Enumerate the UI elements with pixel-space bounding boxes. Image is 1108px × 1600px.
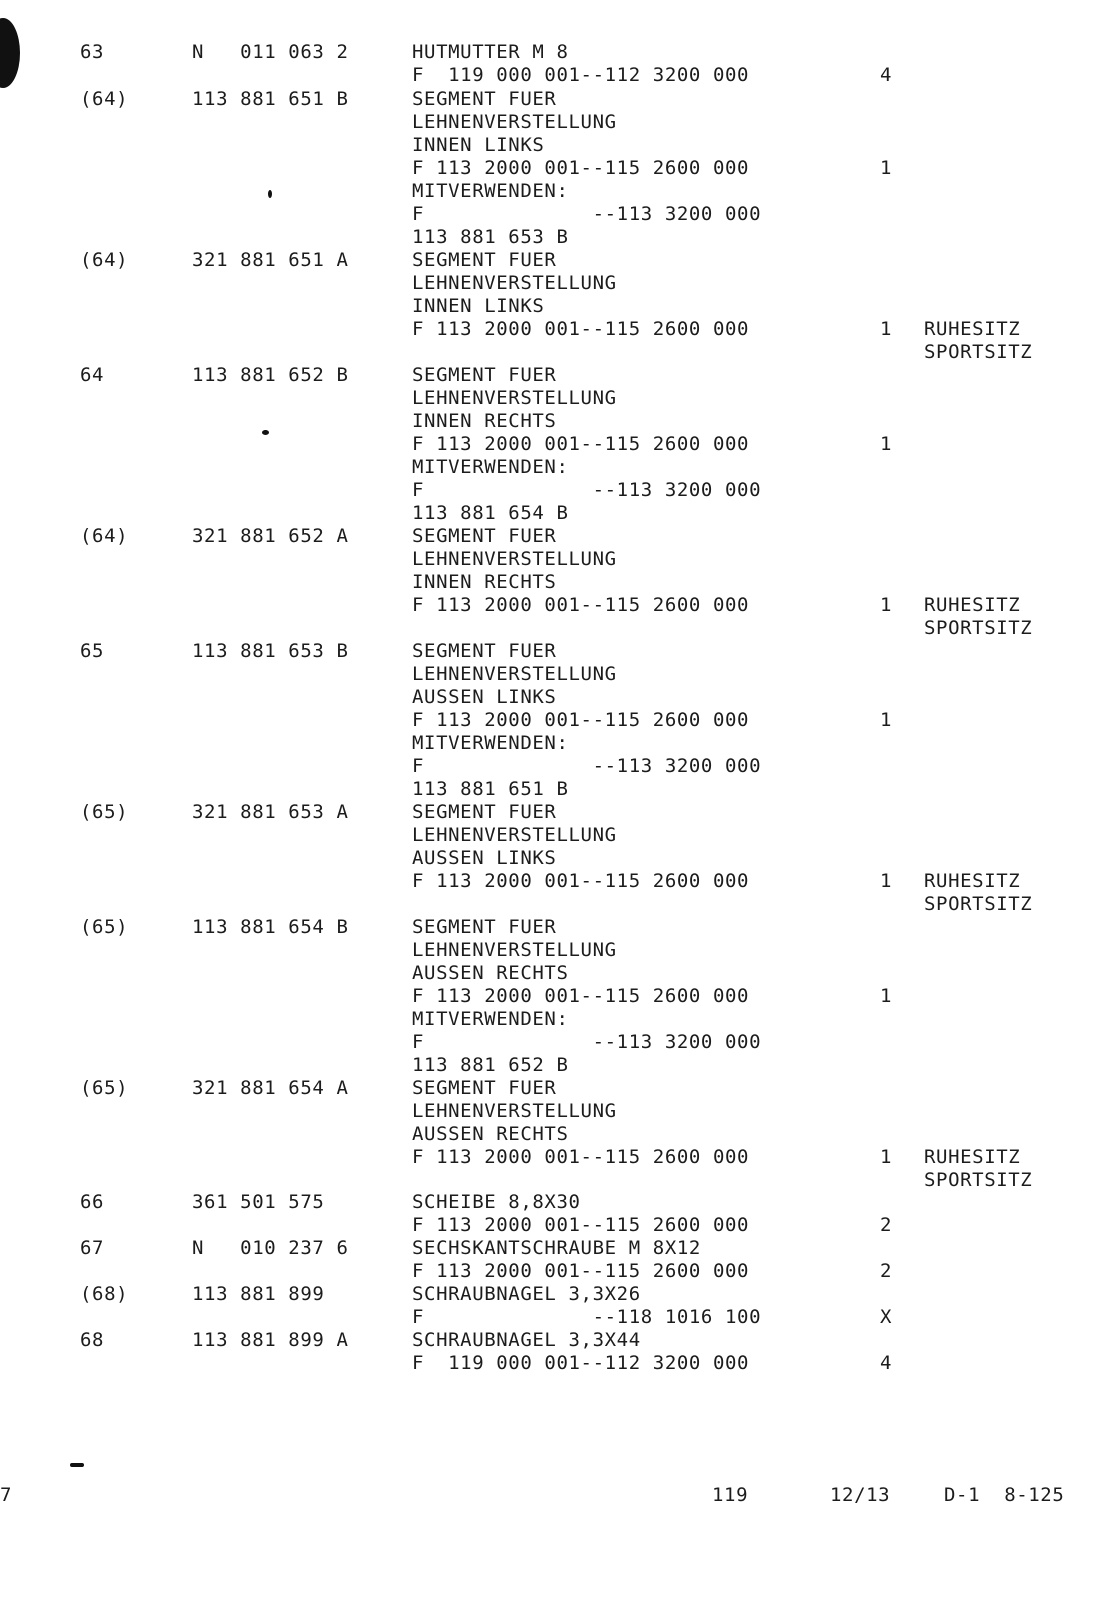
position-number: 64	[80, 364, 105, 386]
position-number: (65)	[80, 801, 129, 823]
part-number: 113 881 653 B	[192, 640, 349, 662]
part-description: SEGMENT FUER LEHNENVERSTELLUNG AUSSEN RECHTS F 113 2000 001--115 2600 000	[412, 1077, 750, 1168]
position-number: 68	[80, 1329, 105, 1351]
part-description: SEGMENT FUER LEHNENVERSTELLUNG INNEN RECHTS F 113 2000 001--115 2600 000 MITVERWENDEN: F --113 3200 000 113 881 654 B	[412, 364, 762, 524]
part-description: SCHRAUBNAGEL 3,3X44 F 119 000 001--112 3200 000	[412, 1329, 750, 1374]
quantity: 4	[880, 1352, 893, 1374]
position-number: 63	[80, 41, 105, 63]
quantity: 1	[880, 1146, 893, 1168]
quantity: 1	[880, 709, 893, 731]
part-description: SEGMENT FUER LEHNENVERSTELLUNG INNEN RECHTS F 113 2000 001--115 2600 000	[412, 525, 750, 616]
part-number: 113 881 654 B	[192, 916, 349, 938]
scan-speck	[262, 430, 269, 435]
position-number: 67	[80, 1237, 105, 1259]
part-number: 113 881 651 B	[192, 88, 349, 110]
part-description: HUTMUTTER M 8 F 119 000 001--112 3200 000	[412, 41, 750, 86]
part-number: 321 881 652 A	[192, 525, 349, 547]
footer-code: D-1 8-125	[944, 1484, 1065, 1506]
position-number: (64)	[80, 525, 129, 547]
part-number: 113 881 899 A	[192, 1329, 349, 1351]
quantity: 1	[880, 594, 893, 616]
remark: RUHESITZ SPORTSITZ	[924, 870, 1033, 915]
footer-left: 7	[0, 1484, 13, 1506]
part-number: 113 881 899	[192, 1283, 325, 1305]
scan-speck	[268, 190, 272, 198]
position-number: (65)	[80, 916, 129, 938]
page-footer	[0, 1484, 1108, 1510]
position-number: 65	[80, 640, 105, 662]
quantity: X	[880, 1306, 893, 1328]
remark: RUHESITZ SPORTSITZ	[924, 318, 1033, 363]
scan-speck	[70, 1463, 84, 1467]
part-number: 113 881 652 B	[192, 364, 349, 386]
quantity: 2	[880, 1214, 893, 1236]
part-description: SEGMENT FUER LEHNENVERSTELLUNG INNEN LINKS F 113 2000 001--115 2600 000 MITVERWENDEN: F --113 3200 000 113 881 653 B	[412, 88, 762, 248]
part-description: SCHEIBE 8,8X30 F 113 2000 001--115 2600 000	[412, 1191, 750, 1236]
remark: RUHESITZ SPORTSITZ	[924, 594, 1033, 639]
quantity: 1	[880, 870, 893, 892]
footer-date: 12/13	[830, 1484, 891, 1506]
part-number: N 010 237 6	[192, 1237, 349, 1259]
position-number: (65)	[80, 1077, 129, 1099]
remark: RUHESITZ SPORTSITZ	[924, 1146, 1033, 1191]
part-description: SEGMENT FUER LEHNENVERSTELLUNG AUSSEN LINKS F 113 2000 001--115 2600 000 MITVERWENDEN: F --113 3200 000 113 881 651 B	[412, 640, 762, 800]
quantity: 1	[880, 318, 893, 340]
part-number: 321 881 653 A	[192, 801, 349, 823]
scan-blot	[0, 18, 20, 88]
part-description: SEGMENT FUER LEHNENVERSTELLUNG INNEN LINKS F 113 2000 001--115 2600 000	[412, 249, 750, 340]
quantity: 2	[880, 1260, 893, 1282]
footer-page-number: 119	[712, 1484, 749, 1506]
position-number: (64)	[80, 88, 129, 110]
position-number: (64)	[80, 249, 129, 271]
position-number: (68)	[80, 1283, 129, 1305]
position-number: 66	[80, 1191, 105, 1213]
part-number: 321 881 651 A	[192, 249, 349, 271]
quantity: 1	[880, 157, 893, 179]
part-number: N 011 063 2	[192, 41, 349, 63]
part-number: 361 501 575	[192, 1191, 325, 1213]
quantity: 4	[880, 64, 893, 86]
part-number: 321 881 654 A	[192, 1077, 349, 1099]
part-description: SEGMENT FUER LEHNENVERSTELLUNG AUSSEN LINKS F 113 2000 001--115 2600 000	[412, 801, 750, 892]
quantity: 1	[880, 985, 893, 1007]
quantity: 1	[880, 433, 893, 455]
part-description: SECHSKANTSCHRAUBE M 8X12 F 113 2000 001--115 2600 000	[412, 1237, 750, 1282]
part-description: SCHRAUBNAGEL 3,3X26 F --118 1016 100	[412, 1283, 762, 1328]
part-description: SEGMENT FUER LEHNENVERSTELLUNG AUSSEN RECHTS F 113 2000 001--115 2600 000 MITVERWENDEN: F --113 3200 000 113 881 652 B	[412, 916, 762, 1076]
